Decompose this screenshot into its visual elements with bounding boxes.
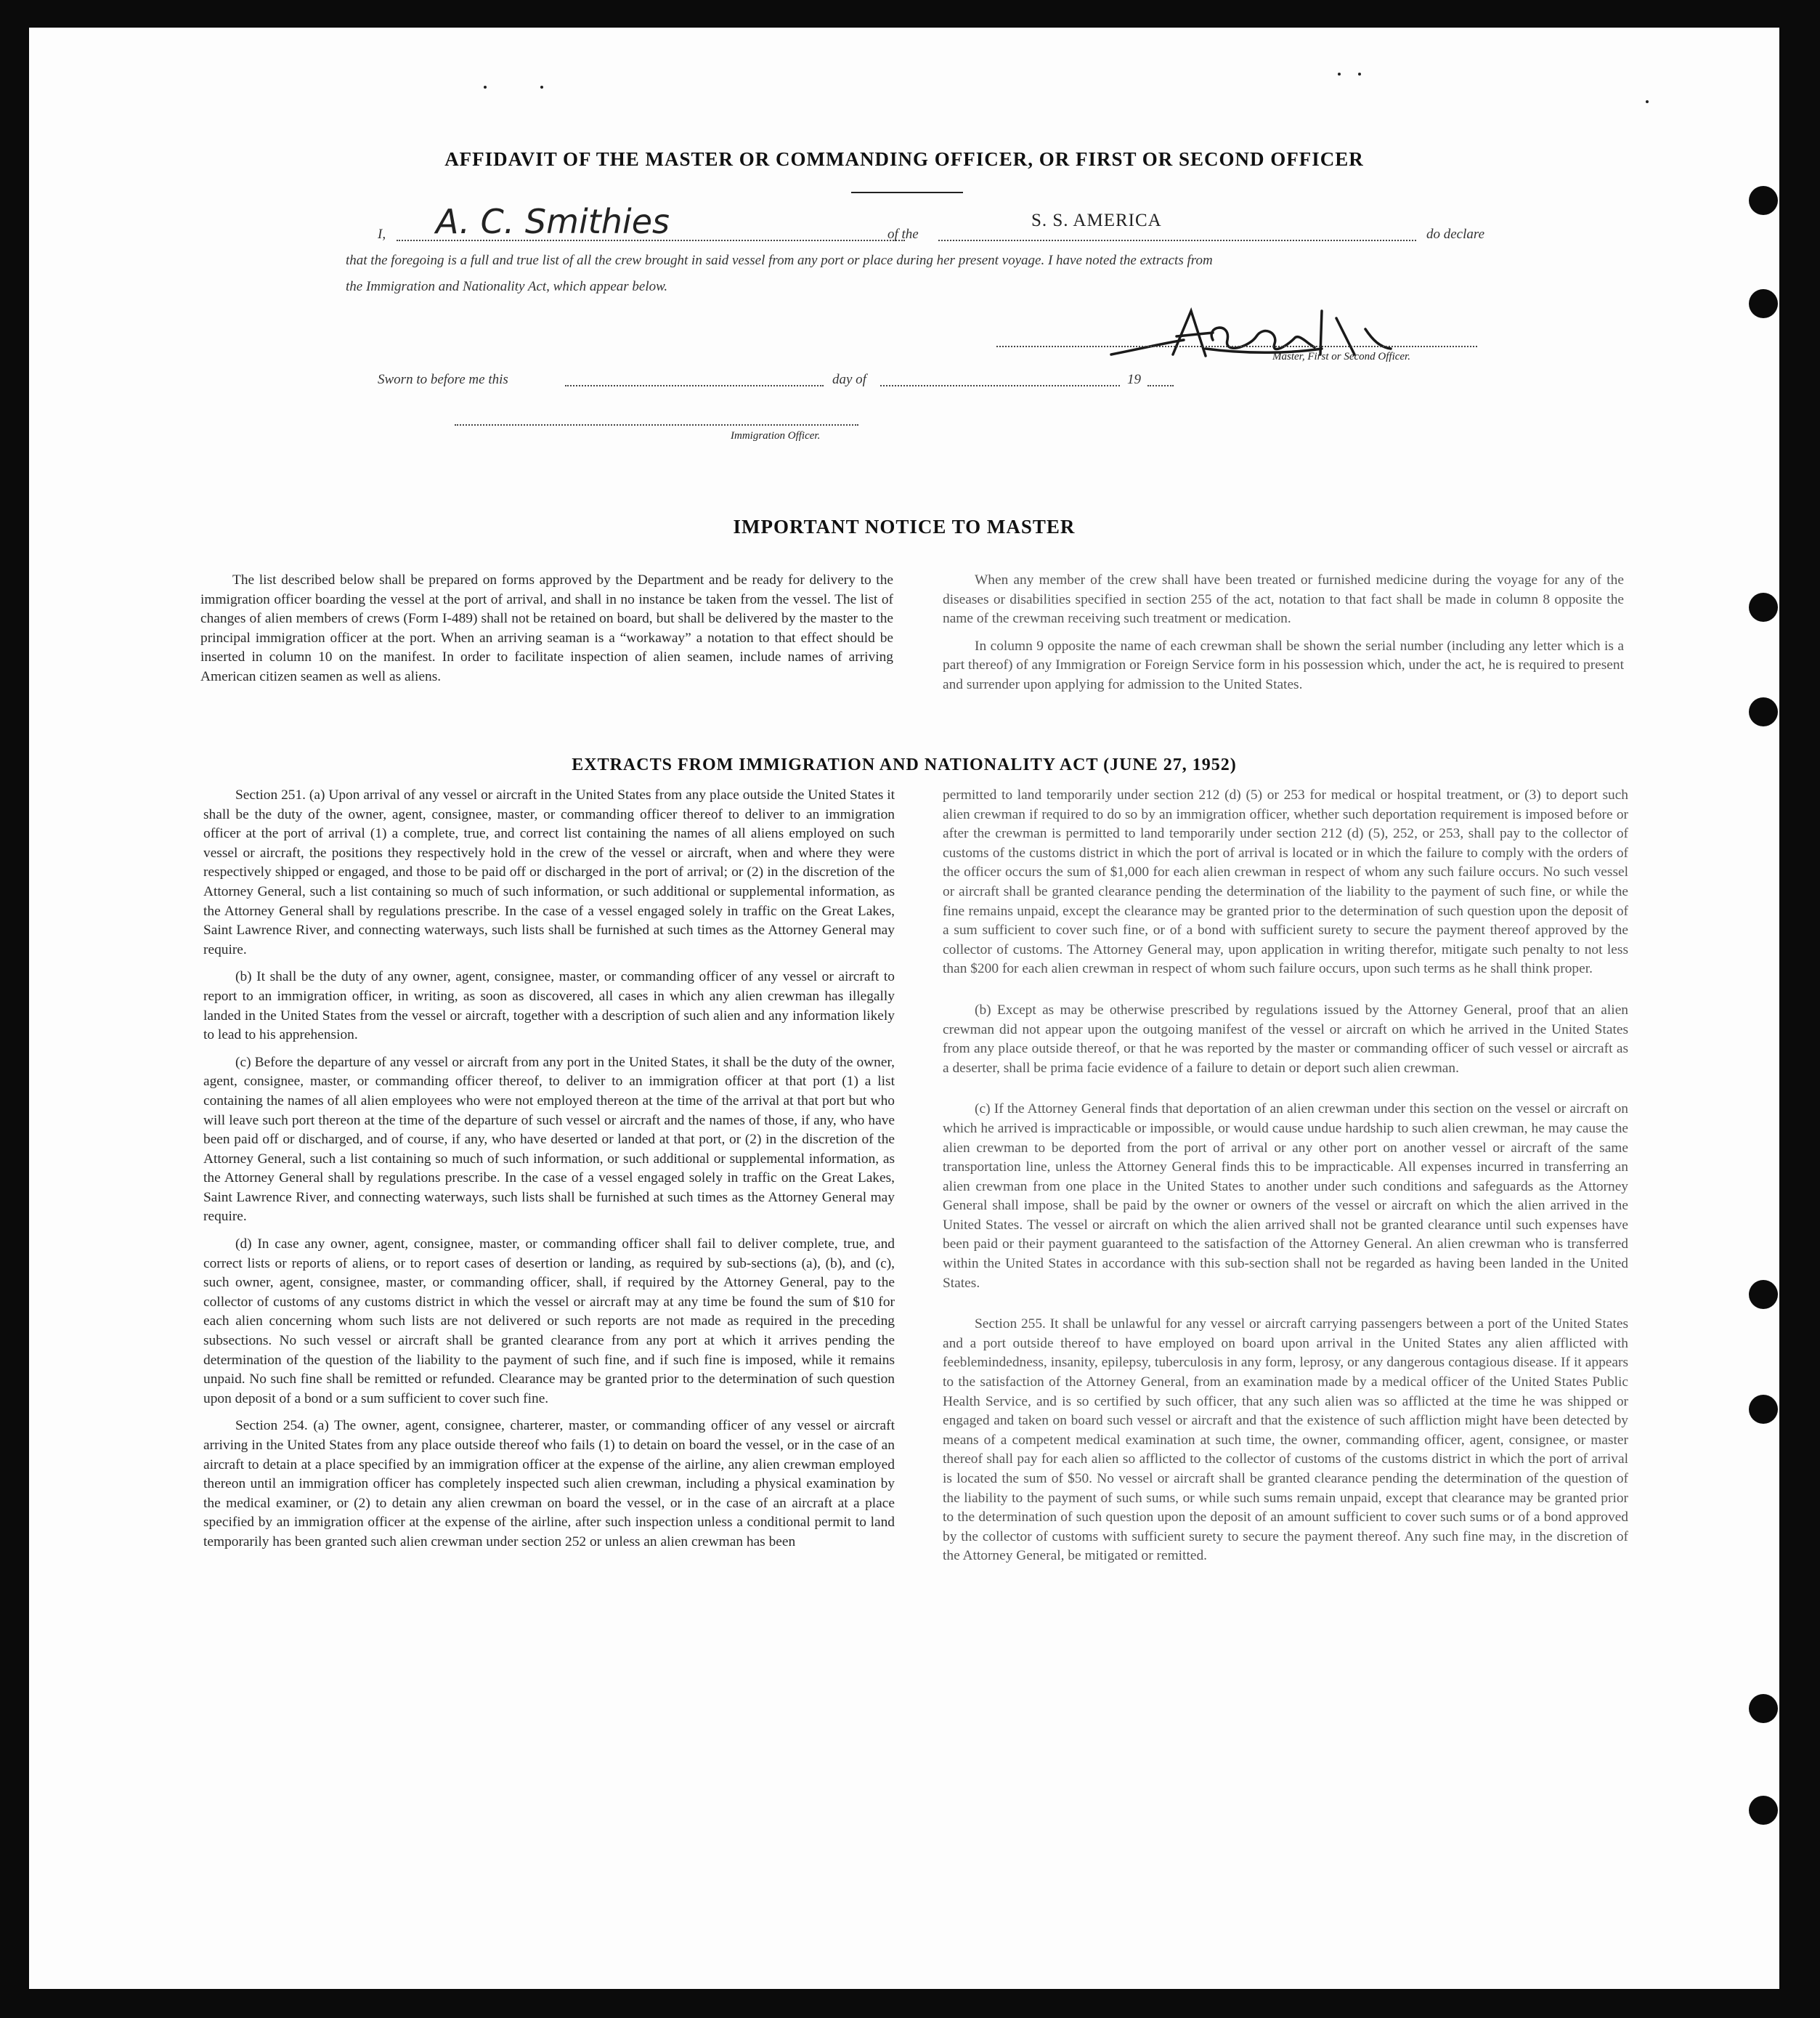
- speck: [1338, 73, 1341, 76]
- speck: [540, 86, 543, 89]
- title-underline: [851, 192, 963, 193]
- master-signature: [1104, 304, 1482, 376]
- extract-paragraph: (c) Before the departure of any vessel or aircraft from any port in the United States, it shall be the duty of the owner, agent, consignee, master, or commanding officer thereof, to deliver to an immigration officer at that port (1) a list containing the names of all alien employees who were not employed thereon at the time of the arrival at that port but who will leave such port thereon at the time of the departure of such vessel or aircraft and the names of those, if any, who have been paid off or discharged, and of course, if any, who have deserted or landed at that port, or (2) in the discretion of the Attorney General, such a list containing so much of such information, or such additional or supplemental information, as the Attorney General shall by regulations prescribe. In the case of a vessel engaged solely in traffic on the Great Lakes, Saint Lawrence River, and connecting waterways, such lists shall be furnished at such times as the Attorney General may require.: [203, 1054, 895, 1225]
- sworn-day-line: [565, 385, 824, 386]
- punch-hole: [1749, 186, 1778, 215]
- handwritten-name: A. C. Smithies: [436, 202, 670, 241]
- extracts-right-column: [943, 786, 1628, 1574]
- extracts-title: EXTRACTS FROM IMMIGRATION AND NATIONALITY ACT (JUNE 27, 1952): [572, 755, 1237, 774]
- vessel-line: [938, 240, 1416, 241]
- sworn-month-line: [880, 385, 1120, 386]
- affidavit-title: AFFIDAVIT OF THE MASTER OR COMMANDING OFFICER, OR FIRST OR SECOND OFFICER: [444, 148, 1364, 170]
- of-the-label: of the: [887, 227, 919, 242]
- punch-hole: [1749, 1395, 1778, 1424]
- punch-hole: [1749, 289, 1778, 318]
- notice-left-column: [200, 571, 893, 695]
- signature-line: [996, 346, 1477, 347]
- day-of-label: day of: [832, 372, 866, 387]
- punch-hole: [1749, 1796, 1778, 1825]
- punch-hole: [1749, 593, 1778, 622]
- extract-paragraph: Section 254. (a) The owner, agent, consignee, charterer, master, or commanding officer of any vessel or aircraft arriving in the United States from any place outside thereof who fails (1) to detain on board the vessel, or in the case of an aircraft to detain at a place specified by an immigration officer at the expense of the airline, any alien crewman employed thereon until an immigration officer has completely inspected such alien crewman, including a physical examination by the medical examiner, or (2) to detain any alien crewman on board the vessel, or in the case of an aircraft at a place specified by an immigration officer at the expense of the airline, after such inspection unless a conditional permit to land temporarily has been granted such alien crewman under section 252 or unless an alien crewman has been: [203, 1418, 895, 1549]
- extract-paragraph: Section 255. It shall be unlawful for any vessel or aircraft carrying passengers between a port of the United States and a port outside thereof to have employed on board upon arrival in the United States any alien afflicted with feeblemindedness, insanity, epilepsy, tuberculosis in any form, leprosy, or any dangerous contagious disease. If it appears to the satisfaction of the Attorney General, from an examination made by a medical officer of the United States Public Health Service, and is so certified by such officer, that any such alien was so afflicted at the time he was shipped or engaged and taken on board such vessel or aircraft and that the existence of such affliction might have been detected by means of a competent medical examination at such time, the owner, commanding officer, agent, consignee, or master thereof shall pay for each alien so afflicted to the collector of customs of the customs district in which the port of arrival is located the sum of $50. No vessel or aircraft shall be granted clearance pending the determination of the question of the liability to the payment of such sums, or while such sums remain unpaid, except that clearance may be granted prior to the determination of such question upon the deposit of an amount sufficient to cover such sums or of a bond approved by the collector of customs with sufficient surety to secure the payment thereof. Any such fine may, in the discretion of the Attorney General, be mitigated or remitted.: [943, 1316, 1628, 1564]
- immigration-officer-line: [455, 424, 858, 426]
- affidavit-i-label: I,: [378, 227, 386, 242]
- do-declare-label: do declare: [1426, 227, 1485, 242]
- extract-paragraph: (c) If the Attorney General finds that deportation of an alien crewman under this section on the vessel or aircraft on which he arrived is impracticable or impossible, or would cause undue hardship to such alien crewman, he may cause the alien crewman to be deported from the port of arrival or any other port on another vessel or aircraft of the same transportation line, unless the Attorney General finds this to be impracticable. All expenses incurred in transferring an alien crewman from one place in the United States to another under such conditions and safeguards as the Attorney General shall impose, shall be paid by the owner or owners of the vessel or aircraft on which the alien arrived in the United States. The vessel or aircraft on which the alien arrived shall not be granted clearance until such expenses have been paid or their payment guaranteed to the satisfaction of the Attorney General. An alien crewman who is transferred within the United States in accordance with this sub-section shall not be regarded as having been landed in the United States.: [943, 1101, 1628, 1291]
- extract-paragraph: (b) Except as may be otherwise prescribed by regulations issued by the Attorney General, proof that an alien crewman did not appear upon the outgoing manifest of the vessel or aircraft on which he arrived in the United States from any place outside thereof, or that he was reported by the master or commanding officer of such vessel or aircraft as a deserter, shall be prima facie evidence of a failure to detain or deport such alien crewman.: [943, 1002, 1628, 1076]
- extract-paragraph: (b) It shall be the duty of any owner, agent, consignee, master, or commanding officer of any vessel or aircraft to report to an immigration officer, in writing, as soon as discovered, all cases in which any alien crewman has illegally landed in the United States from the vessel or aircraft, together with a description of such alien and any information likely to lead to his apprehension.: [203, 969, 895, 1043]
- document-page: [29, 28, 1779, 1989]
- punch-hole: [1749, 1280, 1778, 1309]
- year-line: [1147, 385, 1174, 386]
- speck: [1646, 100, 1649, 103]
- extract-paragraph: Section 251. (a) Upon arrival of any vessel or aircraft in the United States from any place outside the United States it shall be the duty of the owner, agent, consignee, master, or commanding officer thereof to deliver to an immigration officer at the port of arrival (1) a complete, true, and correct list containing the names of all aliens employed on such vessel or aircraft, the positions they respectively hold in the crew of the vessel or aircraft, when and where they were respectively shipped or engaged, and those to be paid off or discharged in the port of arrival; or (2) in the discretion of the Attorney General, such a list containing so much of such information, or such additional or supplemental information, as the Attorney General shall by regulations prescribe. In the case of a vessel engaged solely in traffic on the Great Lakes, Saint Lawrence River, and connecting waterways, such lists shall be furnished at such times as the Attorney General may require.: [203, 787, 895, 957]
- year-prefix: 19: [1127, 372, 1141, 387]
- vessel-name: S. S. AMERICA: [1031, 211, 1162, 230]
- punch-hole: [1749, 697, 1778, 726]
- sworn-label: Sworn to before me this: [378, 372, 508, 387]
- notice-right-column: [943, 571, 1624, 703]
- immigration-officer-caption: Immigration Officer.: [731, 430, 821, 442]
- affidavit-statement-line2: the Immigration and Nationality Act, which appear below.: [346, 279, 668, 294]
- notice-paragraph: When any member of the crew shall have been treated or furnished medicine during the voyage for any of the diseases or disabilities specified in section 255 of the act, notation to that fact shall be made in column 8 opposite the name of the crewman receiving such treatment or medication.: [943, 572, 1624, 627]
- speck: [1358, 73, 1361, 76]
- extracts-left-column: [203, 786, 895, 1560]
- notice-paragraph: The list described below shall be prepared on forms approved by the Department and be ready for delivery to the immigration officer boarding the vessel at the port of arrival, and shall in no instance be taken from the vessel. The list of changes of alien members of crews (Form I-489) shall not be retained on board, but shall be delivered by the master to the principal immigration officer at the port. When an arriving seaman is a “workaway” a notation to that effect should be inserted in column 10 on the manifest. In order to facilitate inspection of alien seamen, include names of arriving American citizen seamen as well as aliens.: [200, 572, 893, 684]
- extract-paragraph: permitted to land temporarily under section 212 (d) (5) or 253 for medical or hospital treatment, or (3) to deport such alien crewman if required to do so by an immigration officer, whether such deportation requirement is imposed before or after the crewman is permitted to land temporarily under section 212 (d) (5), 252, or 253, shall pay to the collector of customs of the customs district in which the port of arrival is located or in which the failure to comply with the orders of the officer occurs the sum of $1,000 for each alien crewman in respect of whom any such failure occurs. No such vessel or aircraft shall be granted clearance pending the determination of the liability to the payment of such fine, or while the fine remains unpaid, except the clearance may be granted prior to the determination of such question upon the deposit of a sum sufficient to cover such fine, or of a bond with sufficient surety to secure the payment thereof approved by the collector of customs. The Attorney General may, upon application in writing therefor, mitigate such penalty to not less than $200 for each alien crewman in respect of whom such failure occurs, upon such terms as he shall think proper.: [943, 787, 1628, 977]
- speck: [484, 86, 487, 89]
- notice-title: IMPORTANT NOTICE TO MASTER: [733, 516, 1076, 538]
- affidavit-statement-line1: that the foregoing is a full and true list of all the crew brought in said vessel from any port or place during her present voyage. I have noted the extracts from: [346, 253, 1213, 268]
- extract-paragraph: (d) In case any owner, agent, consignee, master, or commanding officer shall fail to deliver complete, true, and correct lists or reports of aliens, or to report cases of desertion or landing, as required by sub-sections (a), (b), and (c), such owner, agent, consignee, master, or commanding officer, shall, if required by the Attorney General, pay to the collector of customs of any customs district in which the vessel or aircraft may at any time be found the sum of $10 for each alien concerning whom such lists are not delivered or such reports are not made as required in the preceding subsections. No such vessel or aircraft shall be granted clearance from any port at which it arrives pending the determination of the question of the liability to the payment of such fine, and if such fine is imposed, while it remains unpaid. No such fine shall be remitted or refunded. Clearance may be granted prior to the determination of such question upon deposit of a bond or a sum sufficient to cover such fine.: [203, 1236, 895, 1406]
- master-caption: Master, First or Second Officer.: [1272, 351, 1410, 362]
- notice-paragraph: In column 9 opposite the name of each crewman shall be shown the serial number (including any letter which is a part thereof) of any Immigration or Foreign Service form in his possession which, under the act, he is required to present and surrender upon applying for admission to the United States.: [943, 638, 1624, 692]
- punch-hole: [1749, 1694, 1778, 1723]
